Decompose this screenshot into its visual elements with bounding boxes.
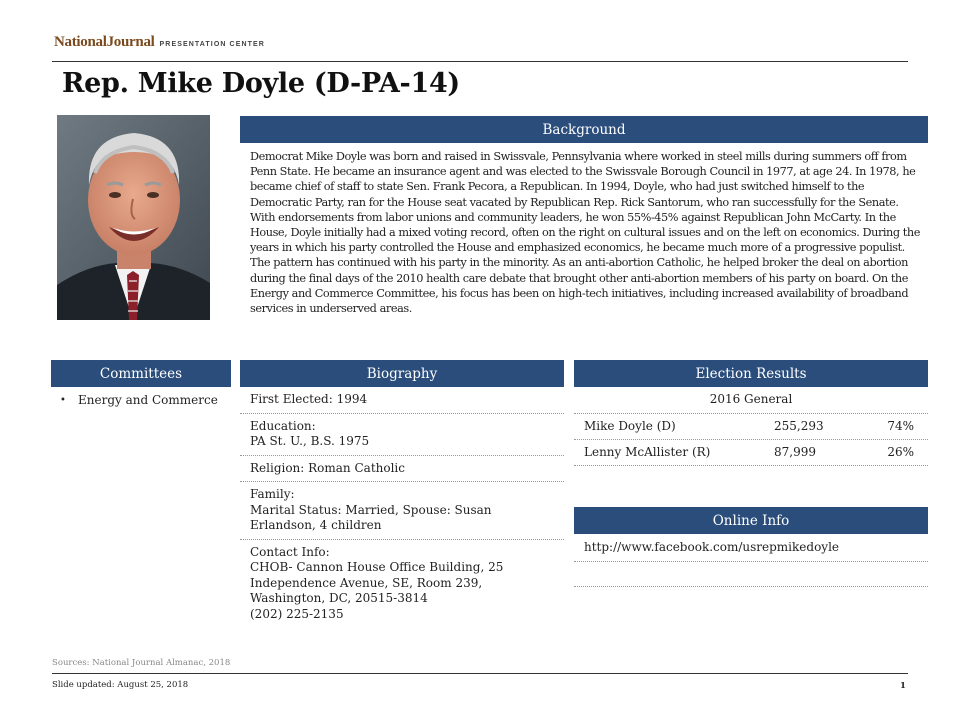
- bottom-divider: [52, 673, 908, 674]
- religion-row: [240, 456, 564, 483]
- background-header: Background: [240, 116, 928, 143]
- family-label: Family:: [250, 487, 295, 501]
- portrait-illustration: [57, 115, 210, 320]
- contact-row: [240, 540, 564, 628]
- education-label: Education:: [250, 418, 316, 433]
- top-divider: [52, 61, 908, 62]
- online-info-table: [574, 534, 928, 587]
- list-item: [60, 393, 218, 409]
- candidate-percent: 26%: [887, 445, 914, 459]
- candidate-name: Mike Doyle (D): [584, 419, 676, 433]
- sources-note: Sources: National Journal Almanac, 2018: [52, 658, 231, 668]
- page-number: 1: [900, 681, 906, 691]
- page-title: Rep. Mike Doyle (D-PA-14): [62, 68, 460, 99]
- election-results-table: [574, 387, 928, 466]
- biography-header: Biography: [240, 360, 564, 387]
- election-caption: 2016 General: [574, 387, 928, 414]
- candidate-percent: 74%: [887, 419, 914, 433]
- election-results-header: Election Results: [574, 360, 928, 387]
- portrait-photo: [57, 115, 210, 320]
- contact-label: Contact Info:: [250, 544, 330, 559]
- national-journal-logo: NationalJournal: [54, 34, 155, 50]
- candidate-votes: 87,999: [774, 445, 816, 459]
- first-elected-row: [240, 387, 564, 414]
- brand-subtitle: PRESENTATION CENTER: [159, 41, 265, 48]
- candidate-name: Lenny McAllister (R): [584, 445, 711, 459]
- facebook-link[interactable]: http://www.facebook.com/usrepmikedoyle: [574, 534, 928, 562]
- slide-updated: Slide updated: August 25, 2018: [52, 680, 189, 690]
- bullet-icon: •: [60, 395, 66, 406]
- biography-table: [240, 387, 564, 627]
- table-row: [574, 414, 928, 440]
- education-row: [240, 414, 564, 456]
- background-text: Democrat Mike Doyle was born and raised in Swissvale, Pennsylvania where worked in steel mills during summers off from Penn State. He became an insurance agent and was elected to the Swissvale Borough Council in 1977, at age 24. In 1978, he became chief of staff to state Sen. Frank Pecora, a Republican. In 1994, Doyle, who had just switched himself to the Democratic Party, ran for the House seat vacated by Republican Rep. Rick Santorum, who ran successfully for the Senate. With endorsements from labor unions and community leaders, he won 55%-45% against Republican John McCarty. In the House, Doyle initially had a mixed voting record, often on the right on cultural issues and on the left on economics. During the years in which his party controlled the House and emphasized economics, he became much more of a progressive populist. The pattern has continued with his party in the minority. As an anti-abortion Catholic, he helped broker the deal on abortion during the final days of the 2010 health care debate that brought other anti-abortion members of his party on board. On the Energy and Commerce Committee, his focus has been on high-tech initiatives, including increased availability of broadband services in underserved areas.: [250, 150, 920, 316]
- family-row: [240, 482, 564, 540]
- religion: Religion: Roman Catholic: [250, 460, 405, 475]
- family-value: Marital Status: Married, Spouse: Susan Erlandson, 4 children: [250, 502, 492, 532]
- table-row: [574, 440, 928, 466]
- committees-list: [60, 393, 218, 409]
- committees-header: Committees: [51, 360, 231, 387]
- contact-address: CHOB- Cannon House Office Building, 25 Independence Avenue, SE, Room 239, Washington, DC, 20515-3814: [250, 560, 504, 605]
- first-elected: First Elected: 1994: [250, 392, 368, 406]
- candidate-votes: 255,293: [774, 419, 824, 433]
- education-value: PA St. U., B.S. 1975: [250, 434, 370, 448]
- brand-header: [54, 34, 265, 51]
- online-info-header: Online Info: [574, 507, 928, 534]
- contact-phone: (202) 225-2135: [250, 606, 344, 621]
- committee-name: Energy and Commerce: [78, 393, 218, 407]
- empty-row: [574, 562, 928, 587]
